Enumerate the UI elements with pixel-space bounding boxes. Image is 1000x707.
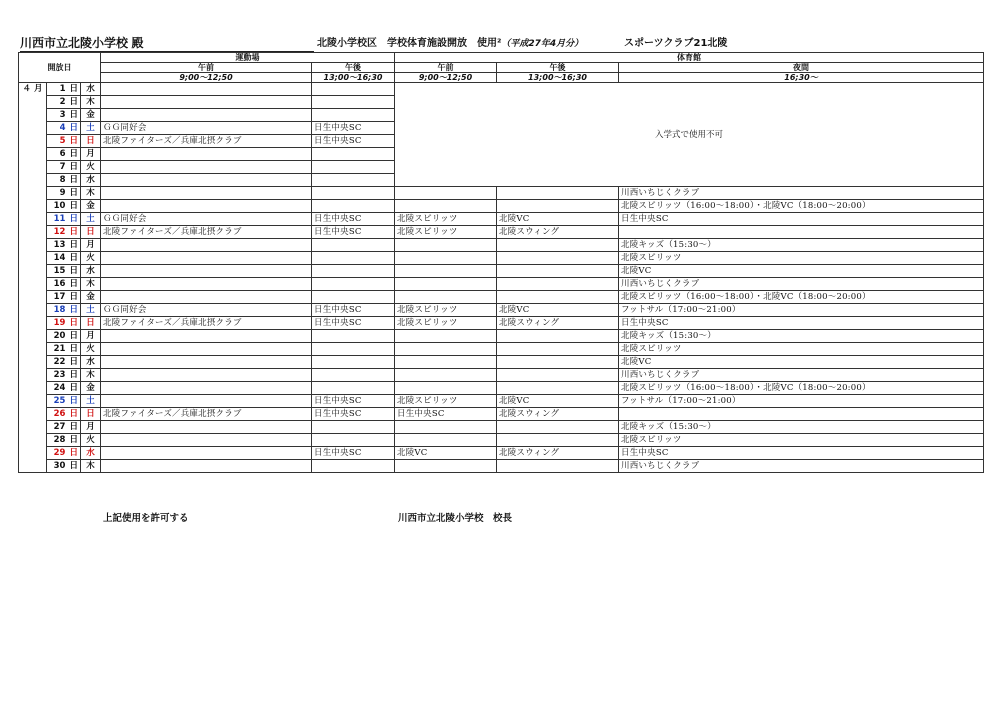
day-number: 9 bbox=[59, 188, 66, 198]
gym-night-cell: 北陵VC bbox=[619, 356, 984, 369]
ground-morning-cell: 北陵ファイターズ／兵庫北摂クラブ bbox=[101, 317, 312, 330]
day-unit: 日 bbox=[69, 162, 78, 172]
gym-night-cell: フットサル（17:00～21:00） bbox=[619, 304, 984, 317]
day-number-cell bbox=[47, 200, 81, 213]
weekday-cell: 金 bbox=[81, 200, 101, 213]
table-row bbox=[19, 408, 984, 421]
day-number: 6 bbox=[59, 149, 66, 159]
document-title bbox=[317, 34, 583, 49]
gym-afternoon-cell bbox=[497, 460, 619, 473]
day-number: 21 bbox=[53, 344, 66, 354]
day-number: 14 bbox=[53, 253, 66, 263]
gym-night-cell: 川西いちじくクラブ bbox=[619, 460, 984, 473]
addressee-honorific: 殿 bbox=[131, 36, 144, 50]
gym-afternoon-cell bbox=[497, 252, 619, 265]
gym-night-cell: 北陵キッズ（15:30～） bbox=[619, 239, 984, 252]
gym-morning-cell bbox=[395, 200, 497, 213]
gym-afternoon-cell bbox=[497, 278, 619, 291]
table-row bbox=[19, 187, 984, 200]
gym-morning-cell: 日生中央SC bbox=[395, 408, 497, 421]
gym-afternoon-cell: 北陵VC bbox=[497, 395, 619, 408]
gym-night-cell bbox=[619, 226, 984, 239]
gym-afternoon-cell bbox=[497, 291, 619, 304]
day-unit: 日 bbox=[69, 344, 78, 354]
weekday-cell: 土 bbox=[81, 304, 101, 317]
gym-night-cell: 日生中央SC bbox=[619, 317, 984, 330]
ground-afternoon-cell bbox=[312, 252, 395, 265]
weekday-cell: 金 bbox=[81, 382, 101, 395]
day-unit: 日 bbox=[69, 123, 78, 133]
day-number: 11 bbox=[53, 214, 66, 224]
ground-morning-cell bbox=[101, 252, 312, 265]
ground-afternoon-cell: 日生中央SC bbox=[312, 317, 395, 330]
table-row bbox=[19, 200, 984, 213]
day-unit: 日 bbox=[69, 149, 78, 159]
gym-night-cell: 日生中央SC bbox=[619, 213, 984, 226]
day-unit: 日 bbox=[69, 448, 78, 458]
gym-afternoon-cell bbox=[497, 382, 619, 395]
day-unit: 日 bbox=[69, 305, 78, 315]
day-number: 20 bbox=[53, 331, 66, 341]
ground-afternoon-cell bbox=[312, 96, 395, 109]
ground-afternoon-cell bbox=[312, 421, 395, 434]
day-number: 27 bbox=[53, 422, 66, 432]
ground-afternoon-cell: 日生中央SC bbox=[312, 447, 395, 460]
day-number: 17 bbox=[53, 292, 66, 302]
ground-morning-cell: 北陵ファイターズ／兵庫北摂クラブ bbox=[101, 408, 312, 421]
day-number-cell bbox=[47, 161, 81, 174]
gym-morning-cell bbox=[395, 187, 497, 200]
ground-morning-cell bbox=[101, 239, 312, 252]
gym-morning-cell bbox=[395, 239, 497, 252]
gym-night-cell bbox=[619, 408, 984, 421]
ground-morning-cell: ＧＧ同好会 bbox=[101, 213, 312, 226]
gym-afternoon-cell: 北陵VC bbox=[497, 304, 619, 317]
ground-afternoon-cell bbox=[312, 148, 395, 161]
table-row bbox=[19, 382, 984, 395]
gym-morning-cell bbox=[395, 265, 497, 278]
table-row bbox=[19, 317, 984, 330]
gym-night-header: 夜間 bbox=[619, 63, 984, 73]
day-number-cell bbox=[47, 343, 81, 356]
day-number-cell bbox=[47, 96, 81, 109]
ground-afternoon-cell: 日生中央SC bbox=[312, 135, 395, 148]
day-number-cell bbox=[47, 447, 81, 460]
day-number: 24 bbox=[53, 383, 66, 393]
day-number: 1 bbox=[59, 84, 66, 94]
gym-night-cell: 北陵スピリッツ（16:00～18:00）・北陵VC（18:00～20:00） bbox=[619, 382, 984, 395]
ground-morning-cell bbox=[101, 109, 312, 122]
weekday-cell: 火 bbox=[81, 252, 101, 265]
gym-morning-cell bbox=[395, 343, 497, 356]
table-row bbox=[19, 265, 984, 278]
table-row bbox=[19, 330, 984, 343]
day-number: 26 bbox=[53, 409, 66, 419]
weekday-cell: 金 bbox=[81, 291, 101, 304]
day-unit: 日 bbox=[69, 136, 78, 146]
ground-morning-cell bbox=[101, 174, 312, 187]
day-unit: 日 bbox=[69, 370, 78, 380]
gym-afternoon-cell: 北陵スウィング bbox=[497, 317, 619, 330]
gym-header: 体育館 bbox=[395, 53, 984, 63]
day-number-cell bbox=[47, 226, 81, 239]
ground-afternoon-cell bbox=[312, 330, 395, 343]
table-row bbox=[19, 434, 984, 447]
gym-afternoon-cell bbox=[497, 421, 619, 434]
weekday-cell: 月 bbox=[81, 239, 101, 252]
weekday-cell: 水 bbox=[81, 356, 101, 369]
day-unit: 日 bbox=[69, 279, 78, 289]
table-row bbox=[19, 447, 984, 460]
weekday-cell: 火 bbox=[81, 343, 101, 356]
day-number: 4 bbox=[59, 123, 66, 133]
day-number-cell bbox=[47, 213, 81, 226]
ground-afternoon-cell: 日生中央SC bbox=[312, 226, 395, 239]
day-number-cell bbox=[47, 421, 81, 434]
weekday-cell: 月 bbox=[81, 330, 101, 343]
gym-afternoon-cell bbox=[497, 187, 619, 200]
day-unit: 日 bbox=[69, 253, 78, 263]
day-number-cell bbox=[47, 382, 81, 395]
day-number-cell bbox=[47, 408, 81, 421]
day-number: 2 bbox=[59, 97, 66, 107]
day-unit: 日 bbox=[69, 331, 78, 341]
ground-afternoon-cell bbox=[312, 460, 395, 473]
gym-night-cell: 川西いちじくクラブ bbox=[619, 278, 984, 291]
gym-morning-cell bbox=[395, 460, 497, 473]
day-unit: 日 bbox=[69, 409, 78, 419]
weekday-cell: 火 bbox=[81, 161, 101, 174]
day-number: 30 bbox=[53, 461, 66, 471]
weekday-cell: 水 bbox=[81, 447, 101, 460]
ground-morning-cell bbox=[101, 369, 312, 382]
day-number: 10 bbox=[53, 201, 66, 211]
gym-afternoon-cell bbox=[497, 434, 619, 447]
day-number: 3 bbox=[59, 110, 66, 120]
gym-afternoon-time: 13;00～16;30 bbox=[497, 73, 619, 83]
gym-night-cell: 北陵スピリッツ bbox=[619, 343, 984, 356]
day-number-cell bbox=[47, 278, 81, 291]
day-unit: 日 bbox=[69, 461, 78, 471]
table-row bbox=[19, 304, 984, 317]
day-unit: 日 bbox=[69, 357, 78, 367]
gym-night-cell: フットサル（17:00～21:00） bbox=[619, 395, 984, 408]
gym-afternoon-cell bbox=[497, 356, 619, 369]
table-row bbox=[19, 83, 984, 96]
ground-morning-header: 午前 bbox=[101, 63, 312, 73]
weekday-cell: 木 bbox=[81, 369, 101, 382]
weekday-cell: 月 bbox=[81, 421, 101, 434]
gym-morning-cell bbox=[395, 291, 497, 304]
day-number: 12 bbox=[53, 227, 66, 237]
weekday-cell: 木 bbox=[81, 96, 101, 109]
ground-morning-cell bbox=[101, 200, 312, 213]
day-number-cell bbox=[47, 395, 81, 408]
day-number-cell bbox=[47, 174, 81, 187]
gym-morning-cell: 北陵スピリッツ bbox=[395, 395, 497, 408]
ground-morning-cell bbox=[101, 187, 312, 200]
day-number: 25 bbox=[53, 396, 66, 406]
ground-morning-cell bbox=[101, 356, 312, 369]
ground-afternoon-time: 13;00～16;30 bbox=[312, 73, 395, 83]
day-unit: 日 bbox=[69, 318, 78, 328]
gym-night-cell: 川西いちじくクラブ bbox=[619, 369, 984, 382]
ground-morning-cell: 北陵ファイターズ／兵庫北摂クラブ bbox=[101, 226, 312, 239]
ground-morning-cell: 北陵ファイターズ／兵庫北摂クラブ bbox=[101, 135, 312, 148]
weekday-cell: 水 bbox=[81, 174, 101, 187]
header-row-time bbox=[19, 73, 984, 83]
ground-afternoon-cell bbox=[312, 434, 395, 447]
ground-header: 運動場 bbox=[101, 53, 395, 63]
gym-afternoon-header: 午後 bbox=[497, 63, 619, 73]
weekday-cell: 水 bbox=[81, 265, 101, 278]
day-unit: 日 bbox=[69, 175, 78, 185]
day-number: 29 bbox=[53, 448, 66, 458]
ground-afternoon-cell bbox=[312, 356, 395, 369]
weekday-cell: 土 bbox=[81, 122, 101, 135]
day-number-cell bbox=[47, 187, 81, 200]
table-row bbox=[19, 356, 984, 369]
gym-morning-cell: 北陵スピリッツ bbox=[395, 213, 497, 226]
gym-night-cell: 北陵スピリッツ（16:00～18:00）・北陵VC（18:00～20:00） bbox=[619, 291, 984, 304]
gym-night-time: 16;30～ bbox=[619, 73, 984, 83]
ground-morning-cell bbox=[101, 421, 312, 434]
day-number: 8 bbox=[59, 175, 66, 185]
ground-morning-cell bbox=[101, 434, 312, 447]
ground-morning-cell bbox=[101, 278, 312, 291]
ground-morning-cell bbox=[101, 161, 312, 174]
day-unit: 日 bbox=[69, 188, 78, 198]
ground-morning-cell bbox=[101, 460, 312, 473]
gym-morning-cell: 北陵VC bbox=[395, 447, 497, 460]
ground-morning-cell: ＧＧ同好会 bbox=[101, 304, 312, 317]
addressee-school: 川西市立北陵小学校 bbox=[20, 36, 129, 50]
approval-statement: 上記使用を許可する bbox=[103, 513, 189, 524]
gym-night-cell: 川西いちじくクラブ bbox=[619, 187, 984, 200]
ground-morning-cell bbox=[101, 395, 312, 408]
day-number: 7 bbox=[59, 162, 66, 172]
day-unit: 日 bbox=[69, 84, 78, 94]
weekday-cell: 土 bbox=[81, 395, 101, 408]
ground-morning-cell bbox=[101, 83, 312, 96]
weekday-cell: 日 bbox=[81, 135, 101, 148]
table-row bbox=[19, 343, 984, 356]
ground-morning-cell bbox=[101, 382, 312, 395]
day-number: 22 bbox=[53, 357, 66, 367]
day-unit: 日 bbox=[69, 292, 78, 302]
weekday-cell: 日 bbox=[81, 408, 101, 421]
day-unit: 日 bbox=[69, 227, 78, 237]
table-row bbox=[19, 291, 984, 304]
ground-morning-cell bbox=[101, 343, 312, 356]
ground-afternoon-cell bbox=[312, 83, 395, 96]
ground-afternoon-cell bbox=[312, 265, 395, 278]
table-row bbox=[19, 369, 984, 382]
ground-morning-cell bbox=[101, 96, 312, 109]
day-number: 5 bbox=[59, 136, 66, 146]
day-unit: 日 bbox=[69, 435, 78, 445]
ground-afternoon-cell bbox=[312, 109, 395, 122]
addressee bbox=[20, 34, 314, 52]
day-number-cell bbox=[47, 460, 81, 473]
table-row bbox=[19, 460, 984, 473]
schedule-body bbox=[19, 53, 984, 473]
header-row-period bbox=[19, 63, 984, 73]
gym-afternoon-cell bbox=[497, 343, 619, 356]
day-number-cell bbox=[47, 265, 81, 278]
ground-morning-cell bbox=[101, 265, 312, 278]
day-unit: 日 bbox=[69, 240, 78, 250]
day-number: 28 bbox=[53, 435, 66, 445]
document-title-text: 北陵小学校区 学校体育施設開放 使用² bbox=[317, 38, 502, 49]
gym-afternoon-cell: 北陵スウィング bbox=[497, 226, 619, 239]
gym-morning-cell bbox=[395, 330, 497, 343]
day-unit: 日 bbox=[69, 97, 78, 107]
ground-afternoon-cell: 日生中央SC bbox=[312, 304, 395, 317]
weekday-cell: 水 bbox=[81, 83, 101, 96]
day-unit: 日 bbox=[69, 201, 78, 211]
gym-night-cell: 北陵スピリッツ bbox=[619, 434, 984, 447]
ground-morning-cell bbox=[101, 330, 312, 343]
table-row bbox=[19, 421, 984, 434]
gym-afternoon-cell: 北陵スウィング bbox=[497, 447, 619, 460]
weekday-cell: 火 bbox=[81, 434, 101, 447]
ground-morning-cell bbox=[101, 291, 312, 304]
table-row bbox=[19, 213, 984, 226]
ground-afternoon-cell bbox=[312, 174, 395, 187]
gym-night-cell: 北陵スピリッツ bbox=[619, 252, 984, 265]
ground-afternoon-cell bbox=[312, 369, 395, 382]
gym-night-cell: 北陵スピリッツ（16:00～18:00）・北陵VC（18:00～20:00） bbox=[619, 200, 984, 213]
day-unit: 日 bbox=[69, 214, 78, 224]
open-day-header: 開放日 bbox=[19, 53, 101, 83]
ground-afternoon-cell bbox=[312, 161, 395, 174]
gym-morning-cell bbox=[395, 421, 497, 434]
day-number-cell bbox=[47, 330, 81, 343]
gym-morning-header: 午前 bbox=[395, 63, 497, 73]
day-number-cell bbox=[47, 434, 81, 447]
gym-morning-cell bbox=[395, 382, 497, 395]
day-number: 18 bbox=[53, 305, 66, 315]
day-number-cell bbox=[47, 239, 81, 252]
gym-afternoon-cell bbox=[497, 239, 619, 252]
gym-afternoon-cell bbox=[497, 200, 619, 213]
gym-afternoon-cell bbox=[497, 330, 619, 343]
day-number: 15 bbox=[53, 266, 66, 276]
document-period: （平成27年4月分） bbox=[501, 39, 584, 49]
day-number-cell bbox=[47, 148, 81, 161]
gym-night-cell: 北陵VC bbox=[619, 265, 984, 278]
gym-afternoon-cell bbox=[497, 369, 619, 382]
gym-night-cell: 北陵キッズ（15:30～） bbox=[619, 421, 984, 434]
gym-morning-cell: 北陵スピリッツ bbox=[395, 304, 497, 317]
table-row bbox=[19, 226, 984, 239]
day-number-cell bbox=[47, 304, 81, 317]
weekday-cell: 月 bbox=[81, 148, 101, 161]
gym-afternoon-cell bbox=[497, 265, 619, 278]
ground-afternoon-cell bbox=[312, 343, 395, 356]
month-cell: ４ 月 bbox=[19, 83, 47, 473]
gym-unavailable-note: 入学式で使用不可 bbox=[395, 83, 984, 187]
ground-afternoon-cell bbox=[312, 200, 395, 213]
gym-afternoon-cell: 北陵VC bbox=[497, 213, 619, 226]
ground-afternoon-cell: 日生中央SC bbox=[312, 395, 395, 408]
ground-afternoon-cell bbox=[312, 278, 395, 291]
ground-afternoon-cell bbox=[312, 291, 395, 304]
ground-afternoon-cell: 日生中央SC bbox=[312, 213, 395, 226]
table-row bbox=[19, 252, 984, 265]
day-number: 13 bbox=[53, 240, 66, 250]
day-number-cell bbox=[47, 109, 81, 122]
gym-morning-time: 9;00～12;50 bbox=[395, 73, 497, 83]
ground-afternoon-header: 午後 bbox=[312, 63, 395, 73]
ground-afternoon-cell bbox=[312, 187, 395, 200]
table-row bbox=[19, 278, 984, 291]
day-number-cell bbox=[47, 291, 81, 304]
weekday-cell: 日 bbox=[81, 317, 101, 330]
gym-morning-cell bbox=[395, 252, 497, 265]
table-row bbox=[19, 239, 984, 252]
day-unit: 日 bbox=[69, 396, 78, 406]
day-unit: 日 bbox=[69, 266, 78, 276]
gym-afternoon-cell: 北陵スウィング bbox=[497, 408, 619, 421]
header-row-facility bbox=[19, 53, 984, 63]
weekday-cell: 木 bbox=[81, 460, 101, 473]
gym-morning-cell: 北陵スピリッツ bbox=[395, 226, 497, 239]
ground-afternoon-cell bbox=[312, 382, 395, 395]
ground-afternoon-cell: 日生中央SC bbox=[312, 408, 395, 421]
day-unit: 日 bbox=[69, 110, 78, 120]
weekday-cell: 金 bbox=[81, 109, 101, 122]
day-number-cell bbox=[47, 252, 81, 265]
ground-morning-cell bbox=[101, 148, 312, 161]
day-number-cell bbox=[47, 317, 81, 330]
gym-morning-cell bbox=[395, 369, 497, 382]
weekday-cell: 木 bbox=[81, 278, 101, 291]
day-unit: 日 bbox=[69, 422, 78, 432]
club-name: スポーツクラブ21北陵 bbox=[624, 38, 728, 49]
gym-morning-cell bbox=[395, 356, 497, 369]
weekday-cell: 木 bbox=[81, 187, 101, 200]
gym-night-cell: 日生中央SC bbox=[619, 447, 984, 460]
day-number-cell bbox=[47, 83, 81, 96]
day-number-cell bbox=[47, 122, 81, 135]
gym-morning-cell: 北陵スピリッツ bbox=[395, 317, 497, 330]
day-number-cell bbox=[47, 369, 81, 382]
ground-afternoon-cell: 日生中央SC bbox=[312, 122, 395, 135]
weekday-cell: 日 bbox=[81, 226, 101, 239]
ground-morning-cell bbox=[101, 447, 312, 460]
gym-night-cell: 北陵キッズ（15:30～） bbox=[619, 330, 984, 343]
day-number: 23 bbox=[53, 370, 66, 380]
table-row bbox=[19, 395, 984, 408]
gym-morning-cell bbox=[395, 278, 497, 291]
day-unit: 日 bbox=[69, 383, 78, 393]
day-number: 16 bbox=[53, 279, 66, 289]
ground-afternoon-cell bbox=[312, 239, 395, 252]
principal-signature-line: 川西市立北陵小学校 校長 bbox=[398, 513, 513, 524]
weekday-cell: 土 bbox=[81, 213, 101, 226]
schedule-table bbox=[18, 52, 984, 473]
ground-morning-cell: ＧＧ同好会 bbox=[101, 122, 312, 135]
ground-morning-time: 9;00～12;50 bbox=[101, 73, 312, 83]
day-number: 19 bbox=[53, 318, 66, 328]
day-number-cell bbox=[47, 135, 81, 148]
gym-morning-cell bbox=[395, 434, 497, 447]
day-number-cell bbox=[47, 356, 81, 369]
